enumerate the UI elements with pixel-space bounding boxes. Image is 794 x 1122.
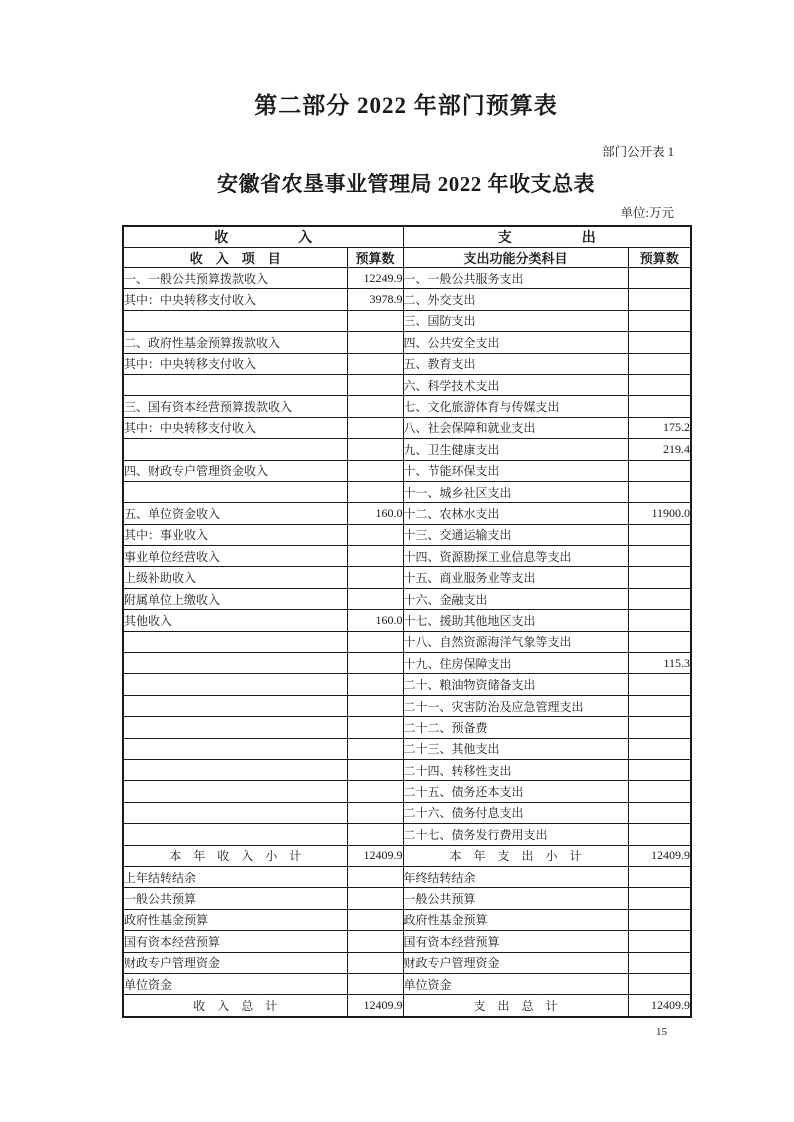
expense-item-cell: 六、科学技术支出 <box>403 374 628 395</box>
expense-budget-cell: 12409.9 <box>628 845 691 866</box>
col-header-income-budget: 预算数 <box>347 248 403 268</box>
expense-item-cell: 本 年 支 出 小 计 <box>403 845 628 866</box>
income-budget-cell <box>347 824 403 845</box>
table-row <box>123 332 691 353</box>
expense-item-cell: 三、国防支出 <box>403 310 628 331</box>
income-budget-cell <box>347 481 403 502</box>
col-header-expense-budget: 预算数 <box>628 248 691 268</box>
income-item-cell: 上年结转结余 <box>123 866 347 887</box>
expense-budget-cell <box>628 931 691 952</box>
table-row <box>123 353 691 374</box>
income-budget-cell: 3978.9 <box>347 289 403 310</box>
table-row <box>123 759 691 780</box>
expense-item-cell: 支 出 总 计 <box>403 995 628 1017</box>
expense-budget-cell <box>628 717 691 738</box>
expense-budget-cell <box>628 888 691 909</box>
income-budget-cell <box>347 931 403 952</box>
income-budget-cell <box>347 631 403 652</box>
income-item-cell <box>123 824 347 845</box>
income-budget-cell <box>347 866 403 887</box>
expense-item-cell: 二十六、债务付息支出 <box>403 802 628 823</box>
income-budget-cell <box>347 802 403 823</box>
expense-budget-cell <box>628 396 691 417</box>
income-item-cell: 一般公共预算 <box>123 888 347 909</box>
table-row <box>123 866 691 887</box>
expense-item-cell: 五、教育支出 <box>403 353 628 374</box>
table-row <box>123 460 691 481</box>
income-budget-cell <box>347 909 403 930</box>
table-row <box>123 310 691 331</box>
expense-budget-cell <box>628 738 691 759</box>
expense-budget-cell: 12409.9 <box>628 995 691 1017</box>
income-budget-cell: 12249.9 <box>347 268 403 289</box>
expense-item-cell: 政府性基金预算 <box>403 909 628 930</box>
expense-item-cell: 一般公共预算 <box>403 888 628 909</box>
expense-item-cell: 十三、交通运输支出 <box>403 524 628 545</box>
income-item-cell <box>123 674 347 695</box>
income-item-cell: 单位资金 <box>123 973 347 994</box>
expense-budget-cell <box>628 781 691 802</box>
income-item-cell: 收 入 总 计 <box>123 995 347 1017</box>
expense-budget-cell <box>628 374 691 395</box>
table-row <box>123 824 691 845</box>
income-budget-cell <box>347 374 403 395</box>
table-row <box>123 781 691 802</box>
income-budget-cell <box>347 952 403 973</box>
expense-item-cell: 二十二、预备费 <box>403 717 628 738</box>
table-row <box>123 695 691 716</box>
expense-budget-cell <box>628 546 691 567</box>
table-title: 安徽省农垦事业管理局 2022 年收支总表 <box>217 172 595 196</box>
income-item-cell: 其中：事业收入 <box>123 524 347 545</box>
income-budget-cell <box>347 310 403 331</box>
expense-budget-cell <box>628 674 691 695</box>
expense-item-cell: 十五、商业服务业等支出 <box>403 567 628 588</box>
income-budget-cell <box>347 888 403 909</box>
income-budget-cell <box>347 439 403 460</box>
income-item-cell: 四、财政专户管理资金收入 <box>123 460 347 481</box>
expense-item-cell: 单位资金 <box>403 973 628 994</box>
expense-budget-cell <box>628 310 691 331</box>
column-header-row <box>123 248 691 268</box>
income-item-cell: 国有资本经营预算 <box>123 931 347 952</box>
expense-item-cell: 十六、金融支出 <box>403 588 628 609</box>
expense-item-cell: 十九、住房保障支出 <box>403 653 628 674</box>
income-budget-cell <box>347 460 403 481</box>
expense-budget-cell <box>628 610 691 631</box>
income-budget-cell: 12409.9 <box>347 845 403 866</box>
income-budget-cell <box>347 588 403 609</box>
income-item-cell: 财政专户管理资金 <box>123 952 347 973</box>
table-row <box>123 931 691 952</box>
income-item-cell: 三、国有资本经营预算拨款收入 <box>123 396 347 417</box>
expense-budget-cell <box>628 481 691 502</box>
expense-budget-cell <box>628 567 691 588</box>
table-row <box>123 952 691 973</box>
income-budget-cell <box>347 396 403 417</box>
income-item-cell: 本 年 收 入 小 计 <box>123 845 347 866</box>
expense-budget-cell <box>628 460 691 481</box>
expense-item-cell: 十七、援助其他地区支出 <box>403 610 628 631</box>
expense-item-cell: 四、公共安全支出 <box>403 332 628 353</box>
table-label: 部门公开表 1 <box>602 145 674 159</box>
income-budget-cell <box>347 674 403 695</box>
income-item-cell: 事业单位经营收入 <box>123 546 347 567</box>
expense-budget-cell <box>628 524 691 545</box>
expense-budget-cell <box>628 268 691 289</box>
income-item-cell <box>123 439 347 460</box>
expense-item-cell: 一、一般公共服务支出 <box>403 268 628 289</box>
expense-section-header: 支 出 <box>403 226 691 248</box>
expense-budget-cell <box>628 952 691 973</box>
table-row <box>123 417 691 438</box>
income-item-cell: 一、一般公共预算拨款收入 <box>123 268 347 289</box>
income-budget-cell <box>347 717 403 738</box>
expense-item-cell: 二十一、灾害防治及应急管理支出 <box>403 695 628 716</box>
income-budget-cell <box>347 567 403 588</box>
expense-budget-cell <box>628 631 691 652</box>
table-row <box>123 717 691 738</box>
expense-item-cell: 十八、自然资源海洋气象等支出 <box>403 631 628 652</box>
table-row <box>123 674 691 695</box>
expense-budget-cell <box>628 973 691 994</box>
expense-budget-cell <box>628 866 691 887</box>
expense-budget-cell: 11900.0 <box>628 503 691 524</box>
income-budget-cell <box>347 781 403 802</box>
table-row <box>123 546 691 567</box>
income-budget-cell: 160.0 <box>347 610 403 631</box>
income-item-cell: 其中：中央转移支付收入 <box>123 417 347 438</box>
income-budget-cell <box>347 973 403 994</box>
table-row <box>123 289 691 310</box>
income-item-cell <box>123 759 347 780</box>
section-header-row <box>123 226 691 248</box>
expense-item-cell: 八、社会保障和就业支出 <box>403 417 628 438</box>
expense-budget-cell <box>628 353 691 374</box>
expense-item-cell: 十、节能环保支出 <box>403 460 628 481</box>
expense-item-cell: 十一、城乡社区支出 <box>403 481 628 502</box>
expense-item-cell: 财政专户管理资金 <box>403 952 628 973</box>
expense-item-cell: 十二、农林水支出 <box>403 503 628 524</box>
income-budget-cell <box>347 546 403 567</box>
table-row <box>123 888 691 909</box>
expense-budget-cell <box>628 588 691 609</box>
income-item-cell <box>123 653 347 674</box>
income-budget-cell: 160.0 <box>347 503 403 524</box>
expense-budget-cell: 115.3 <box>628 653 691 674</box>
income-item-cell <box>123 631 347 652</box>
page-number: 15 <box>656 1026 667 1038</box>
unit-label: 单位:万元 <box>620 206 674 220</box>
income-item-cell <box>123 481 347 502</box>
table-row <box>123 802 691 823</box>
expense-budget-cell <box>628 824 691 845</box>
page-content <box>122 90 690 1018</box>
expense-budget-cell: 219.4 <box>628 439 691 460</box>
expense-budget-cell <box>628 802 691 823</box>
budget-table <box>122 225 692 1018</box>
expense-item-cell: 国有资本经营预算 <box>403 931 628 952</box>
income-budget-cell <box>347 524 403 545</box>
income-item-cell: 政府性基金预算 <box>123 909 347 930</box>
section-title: 第二部分 2022 年部门预算表 <box>254 93 558 118</box>
income-item-cell <box>123 695 347 716</box>
table-row <box>123 439 691 460</box>
income-budget-cell <box>347 695 403 716</box>
table-row <box>123 909 691 930</box>
expense-item-cell: 二、外交支出 <box>403 289 628 310</box>
table-row <box>123 503 691 524</box>
expense-item-cell: 九、卫生健康支出 <box>403 439 628 460</box>
income-item-cell: 其中：中央转移支付收入 <box>123 353 347 374</box>
income-budget-cell <box>347 332 403 353</box>
expense-budget-cell <box>628 695 691 716</box>
expense-item-cell: 二十四、转移性支出 <box>403 759 628 780</box>
table-row <box>123 631 691 652</box>
table-row <box>123 973 691 994</box>
income-item-cell: 其他收入 <box>123 610 347 631</box>
expense-item-cell: 年终结转结余 <box>403 866 628 887</box>
table-row <box>123 738 691 759</box>
income-item-cell <box>123 802 347 823</box>
income-item-cell <box>123 738 347 759</box>
income-budget-cell <box>347 653 403 674</box>
income-item-cell: 上级补助收入 <box>123 567 347 588</box>
table-row <box>123 588 691 609</box>
col-header-income-item: 收 入 项 目 <box>123 248 347 268</box>
income-item-cell <box>123 781 347 802</box>
income-item-cell <box>123 374 347 395</box>
income-item-cell: 附属单位上缴收入 <box>123 588 347 609</box>
income-budget-cell: 12409.9 <box>347 995 403 1017</box>
income-budget-cell <box>347 738 403 759</box>
income-item-cell: 五、单位资金收入 <box>123 503 347 524</box>
table-row <box>123 995 691 1017</box>
expense-item-cell: 二十五、债务还本支出 <box>403 781 628 802</box>
table-row <box>123 845 691 866</box>
income-item-cell: 其中：中央转移支付收入 <box>123 289 347 310</box>
expense-item-cell: 二十、粮油物资储备支出 <box>403 674 628 695</box>
col-header-expense-item: 支出功能分类科目 <box>403 248 628 268</box>
income-item-cell <box>123 717 347 738</box>
expense-item-cell: 十四、资源勘探工业信息等支出 <box>403 546 628 567</box>
table-row <box>123 653 691 674</box>
table-row <box>123 268 691 289</box>
expense-budget-cell <box>628 909 691 930</box>
income-budget-cell <box>347 353 403 374</box>
expense-item-cell: 二十三、其他支出 <box>403 738 628 759</box>
expense-item-cell: 七、文化旅游体育与传媒支出 <box>403 396 628 417</box>
expense-budget-cell <box>628 759 691 780</box>
income-budget-cell <box>347 759 403 780</box>
table-row <box>123 610 691 631</box>
expense-budget-cell <box>628 289 691 310</box>
income-section-header: 收 入 <box>123 226 403 248</box>
table-row <box>123 524 691 545</box>
income-item-cell <box>123 310 347 331</box>
income-budget-cell <box>347 417 403 438</box>
expense-item-cell: 二十七、债务发行费用支出 <box>403 824 628 845</box>
expense-budget-cell: 175.2 <box>628 417 691 438</box>
table-row <box>123 374 691 395</box>
table-row <box>123 567 691 588</box>
expense-budget-cell <box>628 332 691 353</box>
income-item-cell: 二、政府性基金预算拨款收入 <box>123 332 347 353</box>
table-row <box>123 396 691 417</box>
table-row <box>123 481 691 502</box>
